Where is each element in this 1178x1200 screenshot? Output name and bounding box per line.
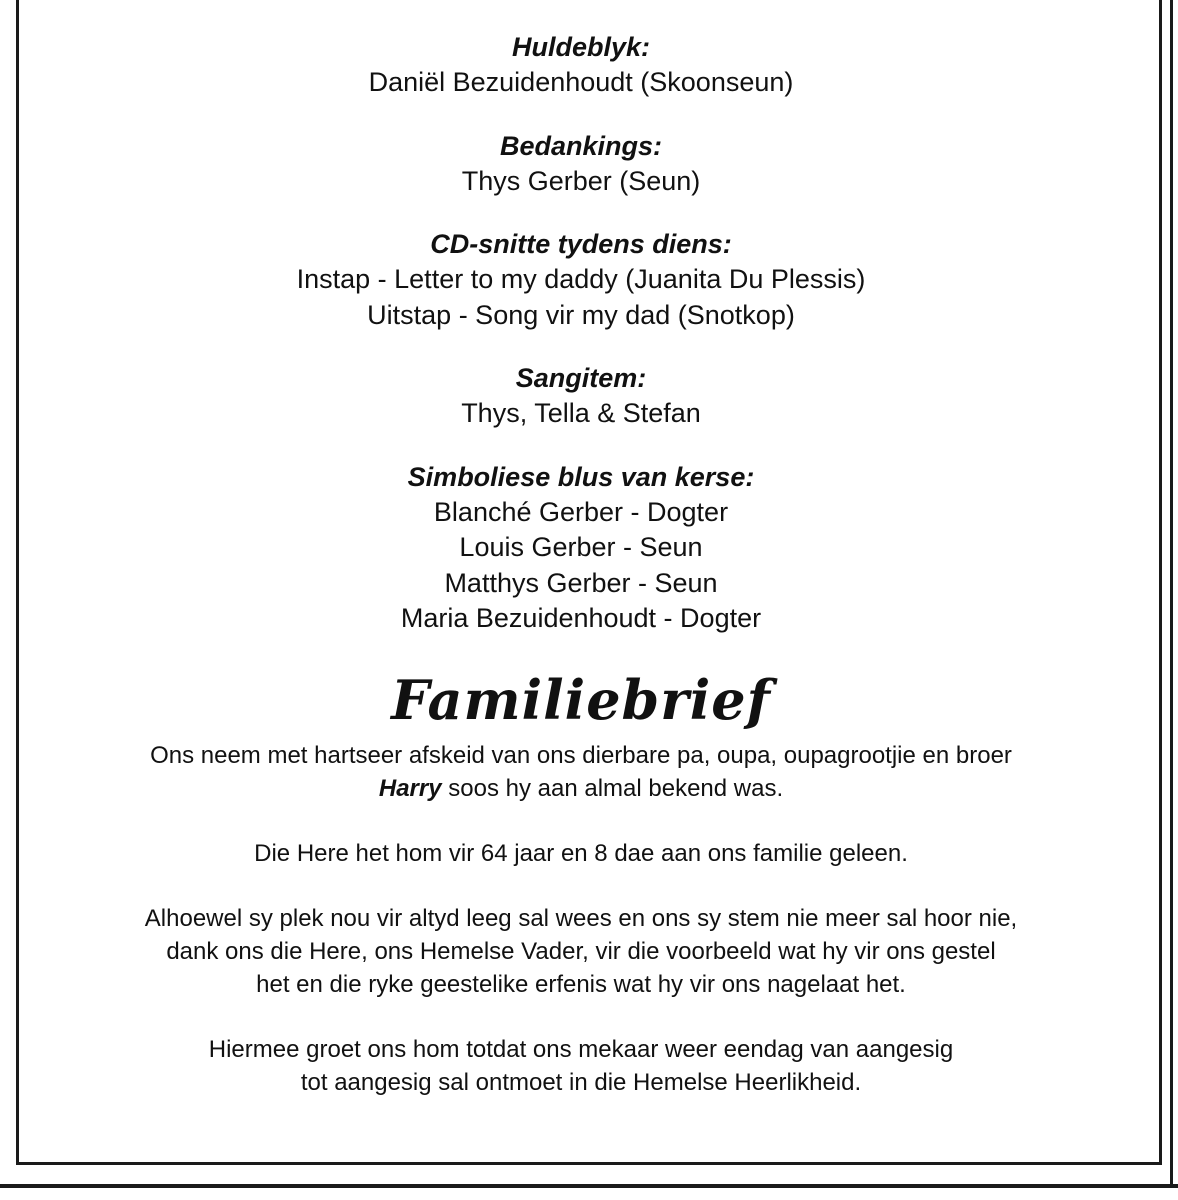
letter-text: Alhoewel sy plek nou vir altyd leeg sal wees en ons sy stem nie meer sal hoor nie, — [144, 904, 1018, 932]
letter-text: dank ons die Here, ons Hemelse Vader, vir die voorbeeld wat hy vir ons gestel — [166, 937, 996, 965]
section-line: Thys Gerber (Seun) — [461, 165, 701, 196]
section-heading: CD-snitte tydens diens: — [430, 229, 732, 259]
letter-text: Die Here het hom vir 64 jaar en 8 dae aan ons familie geleen. — [254, 839, 908, 867]
section-line: Daniël Bezuidenhoudt (Skoonseun) — [368, 67, 794, 97]
section-heading: Bedankings: — [499, 130, 663, 161]
section-line: Uitstap - Song vir my dad (Snotkop) — [367, 299, 795, 330]
letter-text: het en die ryke geestelike erfenis wat hy vir ons nagelaat het. — [256, 970, 906, 998]
letter-name-harry: Harry — [378, 774, 442, 802]
letter-text: Hiermee groet ons hom totdat ons mekaar weer eendag van aangesig — [208, 1035, 954, 1063]
section-cd-snitte — [20, 227, 1142, 333]
section-kerse — [20, 460, 1142, 637]
section-line: Blanché Gerber - Dogter — [433, 496, 729, 527]
section-heading: Sangitem: — [515, 363, 647, 393]
bottom-edge-rule — [0, 1184, 1178, 1188]
section-heading: Huldeblyk: — [511, 32, 651, 62]
section-line: Matthys Gerber - Seun — [444, 567, 718, 598]
letter-text: tot aangesig sal ontmoet in die Hemelse Heerlikheid. — [300, 1068, 862, 1096]
right-edge-rule — [1170, 0, 1173, 1188]
section-sangitem — [20, 361, 1142, 432]
familiebrief-title: Familiebrief — [391, 667, 771, 732]
section-line: Louis Gerber - Seun — [459, 532, 703, 562]
section-huldeblyk — [20, 30, 1142, 101]
letter-paragraph-1 — [20, 739, 1142, 805]
section-line: Instap - Letter to my daddy (Juanita Du Plessis) — [296, 264, 866, 294]
section-bedankings — [20, 129, 1142, 200]
document-content — [20, 30, 1142, 1131]
letter-paragraph-3 — [20, 902, 1142, 1001]
letter-paragraph-4 — [20, 1033, 1142, 1099]
letter-text: Ons neem met hartseer afskeid van ons dierbare pa, oupa, oupagrootjie en broer — [150, 741, 1012, 769]
letter-paragraph-2 — [20, 837, 1142, 870]
section-heading: Simboliese blus van kerse: — [407, 461, 755, 492]
section-line: Maria Bezuidenhoudt - Dogter — [400, 603, 762, 633]
section-line: Thys, Tella & Stefan — [461, 398, 701, 428]
letter-text: soos hy aan almal bekend was. — [441, 774, 784, 802]
